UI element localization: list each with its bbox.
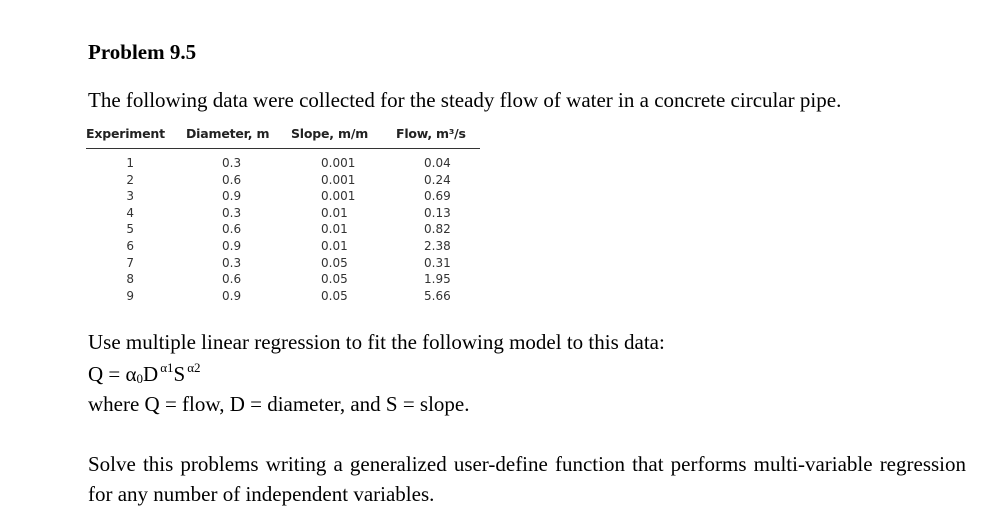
cell-slope: 0.001	[321, 189, 356, 204]
cell-diameter: 0.9	[222, 189, 242, 204]
cell-diameter: 0.9	[222, 238, 242, 253]
table-row	[86, 255, 480, 272]
data-table	[86, 126, 480, 304]
cell-diameter: 0.3	[222, 156, 242, 170]
table-row	[86, 155, 480, 172]
table-header	[86, 126, 480, 149]
problem-intro: The following data were collected for the steady flow of water in a concrete circular pipe.	[88, 88, 842, 112]
slope-symbol: S	[173, 362, 186, 386]
cell-diameter: 0.6	[222, 272, 242, 287]
cell-experiment: 7	[126, 255, 134, 270]
cell-slope: 0.001	[321, 156, 356, 170]
alpha0-subscript: 0	[136, 371, 144, 386]
regression-instruction: Use multiple linear regression to fit the following model to this data:	[88, 330, 665, 354]
cell-slope: 0.01	[321, 238, 348, 253]
cell-experiment: 3	[126, 189, 134, 204]
table-row	[86, 188, 480, 205]
cell-flow: 0.13	[424, 205, 451, 220]
cell-flow: 0.82	[424, 222, 451, 237]
table-row	[86, 221, 480, 238]
cell-flow: 0.31	[424, 255, 451, 270]
cell-diameter: 0.6	[222, 222, 242, 237]
cell-flow: 2.38	[424, 238, 451, 253]
problem-title: Problem 9.5	[88, 40, 197, 64]
table-row	[86, 205, 480, 222]
cell-experiment: 8	[126, 272, 134, 287]
cell-experiment: 5	[126, 222, 134, 237]
header-flow: Flow, m³/s	[396, 126, 466, 141]
cell-slope: 0.05	[321, 272, 348, 287]
cell-experiment: 1	[126, 156, 134, 170]
table-row	[86, 271, 480, 288]
alpha1-exponent: α1	[160, 360, 174, 375]
cell-flow: 0.04	[424, 156, 451, 170]
model-equation	[88, 360, 201, 387]
cell-experiment: 2	[126, 172, 134, 187]
cell-diameter: 0.3	[222, 205, 242, 220]
cell-flow: 1.95	[424, 272, 451, 287]
equation-lhs: Q = α	[88, 362, 137, 386]
task-statement: Solve this problems writing a generalized user-define function that performs multi-variable regression for any number of independent variables.	[88, 452, 966, 506]
cell-experiment: 6	[126, 238, 134, 253]
alpha2-exponent: α2	[187, 360, 201, 375]
header-diameter: Diameter, m	[186, 126, 270, 141]
cell-diameter: 0.6	[222, 172, 242, 187]
cell-slope: 0.01	[321, 205, 348, 220]
cell-slope: 0.01	[321, 222, 348, 237]
diameter-symbol: D	[143, 362, 159, 386]
cell-flow: 0.69	[424, 189, 451, 204]
cell-experiment: 9	[126, 288, 134, 303]
cell-slope: 0.05	[321, 255, 348, 270]
cell-experiment: 4	[126, 205, 134, 220]
table-row	[86, 172, 480, 189]
table-body	[86, 149, 480, 304]
table-row	[86, 288, 480, 305]
table-row	[86, 238, 480, 255]
cell-diameter: 0.3	[222, 255, 242, 270]
cell-flow: 5.66	[424, 288, 451, 303]
header-slope: Slope, m/m	[291, 126, 369, 141]
cell-flow: 0.24	[424, 172, 451, 187]
header-experiment: Experiment	[86, 126, 165, 141]
cell-slope: 0.001	[321, 172, 356, 187]
cell-slope: 0.05	[321, 288, 348, 303]
variable-definitions: where Q = flow, D = diameter, and S = slope.	[88, 392, 470, 416]
cell-diameter: 0.9	[222, 288, 242, 303]
